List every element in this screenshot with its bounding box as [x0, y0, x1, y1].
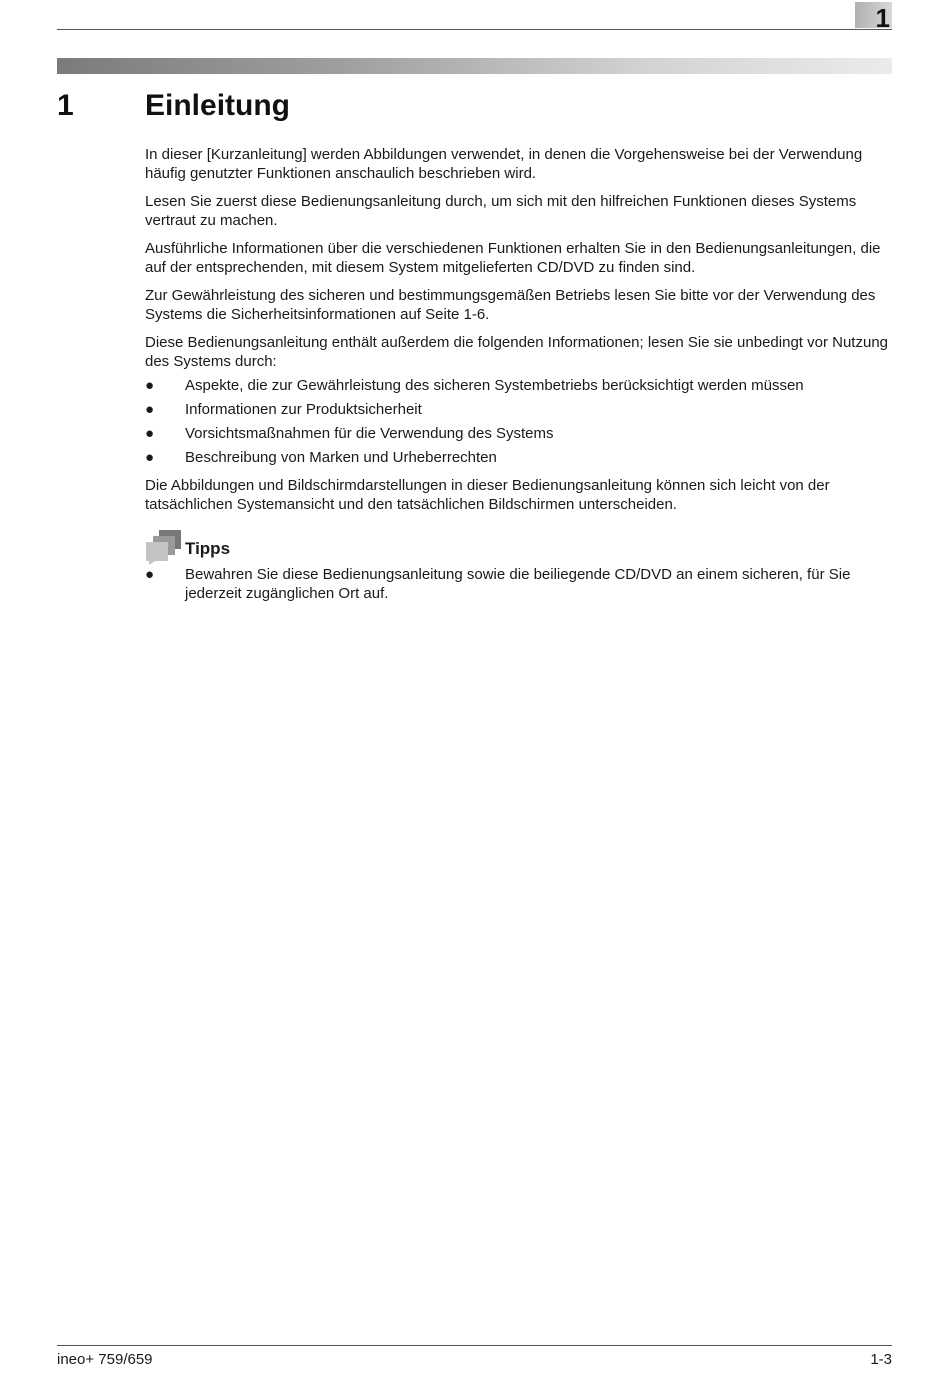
footer-model: ineo+ 759/659: [57, 1351, 153, 1368]
list-item: [145, 400, 895, 419]
bullet-icon: ●: [145, 425, 155, 442]
list-item-text: Beschreibung von Marken und Urheberrechten: [185, 449, 497, 466]
list-item-text: Informationen zur Produktsicherheit: [185, 401, 422, 418]
chapter-number: 1: [875, 3, 890, 33]
paragraph-read-first: Lesen Sie zuerst diese Bedienungsanleitung durch, um sich mit den hilfreichen Funktionen dieses Systems vertraut zu machen.: [145, 193, 857, 229]
page-title: Einleitung: [145, 89, 290, 122]
tips-icon: [145, 529, 183, 565]
list-item-text: Vorsichtsmaßnahmen für die Verwendung des Systems: [185, 425, 554, 442]
footer-page-number: 1-3: [870, 1351, 892, 1368]
bullet-icon: ●: [145, 449, 155, 466]
main-content: [145, 145, 895, 612]
paragraph-disclaimer: Die Abbildungen und Bildschirmdarstellungen in dieser Bedienungsanleitung können sich leicht von der tatsächlichen Systemansicht und den tatsächlichen Bildschirmen unterscheiden.: [145, 477, 830, 513]
bullet-icon: ●: [145, 401, 155, 418]
list-item: [145, 448, 895, 467]
paragraph-safety: Zur Gewährleistung des sicheren und bestimmungsgemäßen Betriebs lesen Sie bitte vor der Verwendung des Systems die Sicherheitsinformationen auf Seite 1-6.: [145, 287, 876, 323]
footer-rule: [57, 1345, 892, 1346]
list-item: [145, 424, 895, 443]
bullet-icon: ●: [145, 566, 155, 583]
header-rule: [57, 29, 892, 30]
paragraph-details: Ausführliche Informationen über die verschiedenen Funktionen erhalten Sie in den Bedienungsanleitungen, die auf der entsprechenden, mit diesem System mitgelieferten CD/DVD zu finden sind.: [145, 240, 881, 276]
list-item-text: Aspekte, die zur Gewährleistung des sicheren Systembetriebs berücksichtigt werden müssen: [185, 377, 804, 394]
paragraph-contents: Diese Bedienungsanleitung enthält außerdem die folgenden Informationen; lesen Sie sie unbedingt vor Nutzung des Systems durch:: [145, 334, 888, 370]
heading-gradient-bar: [57, 58, 892, 74]
chapter-tab: [855, 2, 892, 33]
tips-header: [145, 529, 895, 565]
list-item: [145, 565, 895, 603]
tips-label: Tipps: [185, 539, 231, 558]
list-item: [145, 376, 895, 395]
info-list: [145, 376, 895, 467]
tips-list: [145, 565, 895, 603]
list-item-text: Bewahren Sie diese Bedienungsanleitung sowie die beiliegende CD/DVD an einem sicheren, für Sie jederzeit zugänglichen Ort auf.: [185, 566, 851, 602]
paragraph-intro: In dieser [Kurzanleitung] werden Abbildungen verwendet, in denen die Vorgehensweise bei der Verwendung häufig genutzter Funktionen anschaulich beschrieben wird.: [145, 146, 863, 182]
heading-number: 1: [57, 89, 74, 122]
bullet-icon: ●: [145, 377, 155, 394]
